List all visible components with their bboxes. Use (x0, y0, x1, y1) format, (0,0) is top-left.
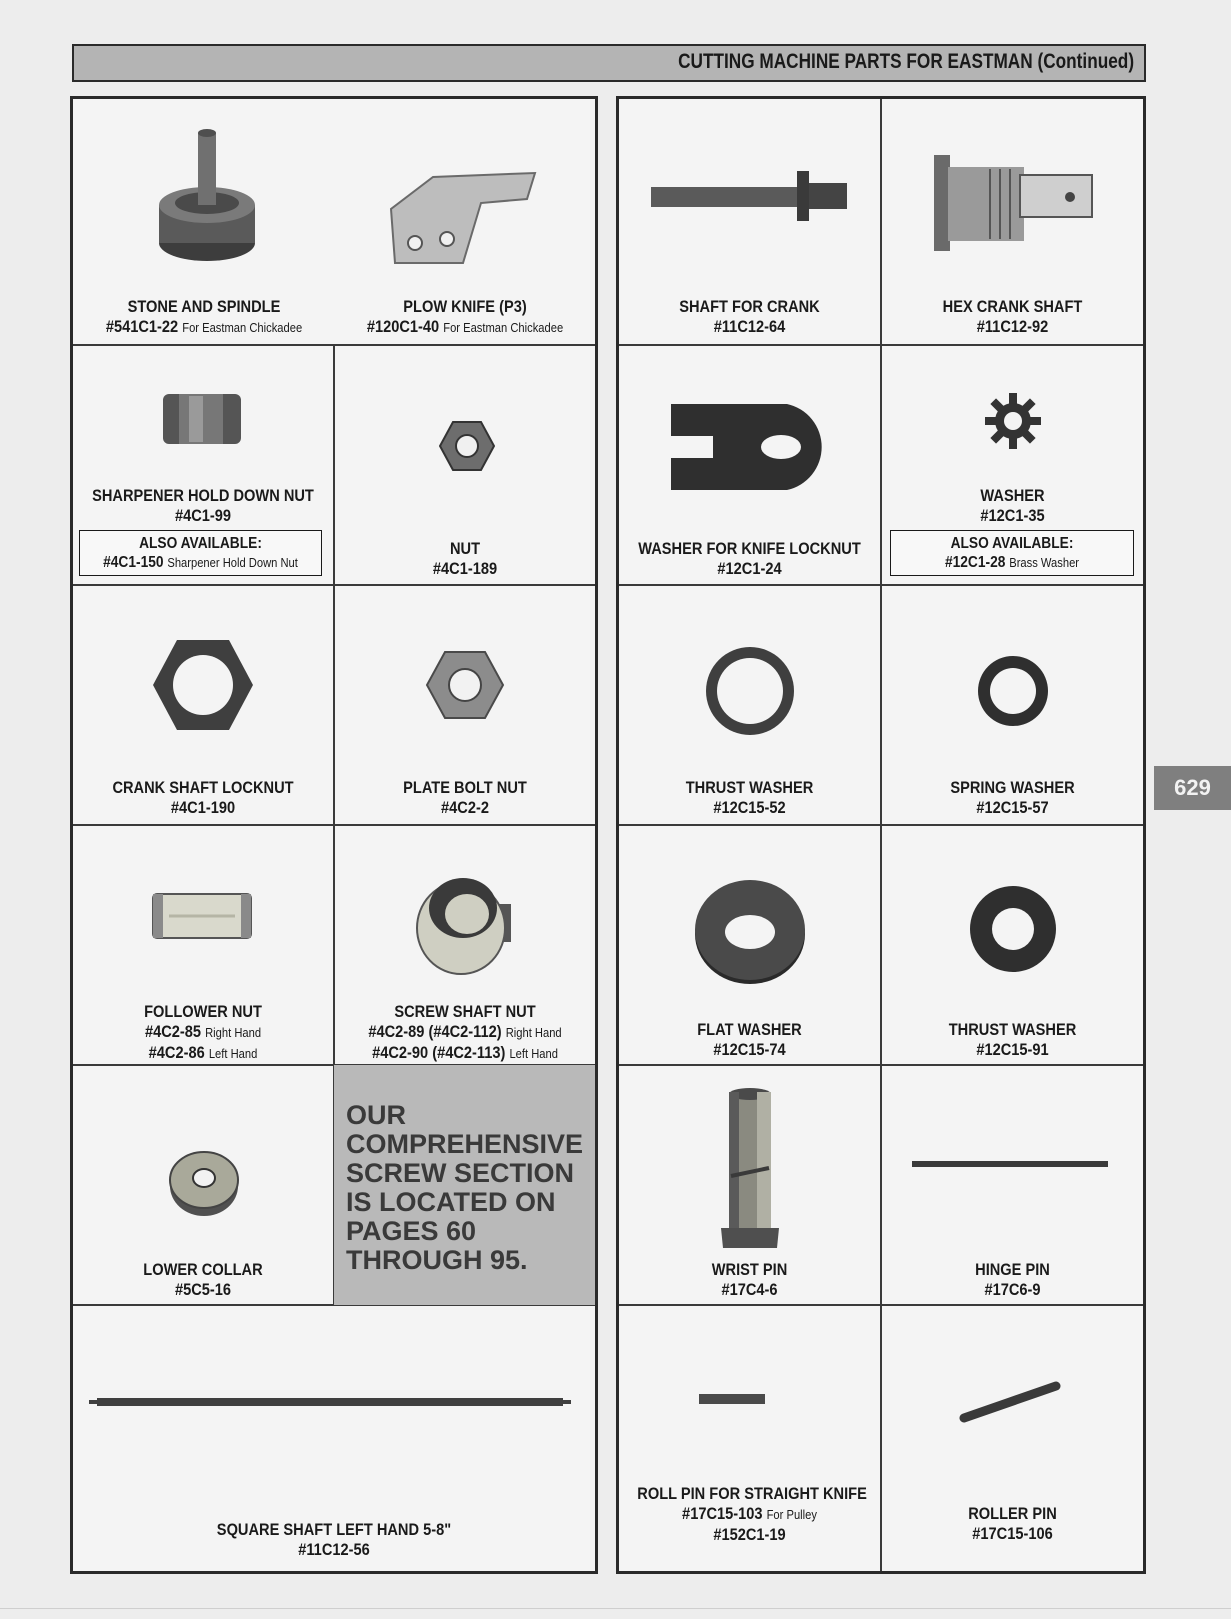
wrist-pin-caption (619, 1260, 880, 1300)
washer-knife-name: WASHER FOR KNIFE LOCKNUT (638, 539, 861, 558)
crank-locknut-caption (73, 778, 333, 818)
cell-roller-pin (881, 1305, 1143, 1571)
hex-crank-shaft-image (930, 153, 1100, 253)
thrust2-part: #12C15-91 (976, 1040, 1049, 1059)
follower-line1 (91, 1022, 315, 1043)
wrist-pin-part: #17C4-6 (721, 1280, 778, 1299)
thrust1-part: #12C15-52 (713, 798, 786, 817)
screw-shaft-nut-image (411, 864, 517, 976)
shaft-for-crank-image (649, 169, 851, 223)
screw-shaft-name: SCREW SHAFT NUT (394, 1002, 536, 1021)
flat-washer-caption (619, 1020, 880, 1060)
screw-shaft-line1 (353, 1022, 577, 1043)
cell-washer-for-knife-locknut (619, 345, 881, 585)
cell-hinge-pin (881, 1065, 1143, 1305)
flat-washer-image (693, 876, 807, 986)
hex-crank-part: #11C12-92 (976, 317, 1049, 336)
thrust-washer-52-image (703, 644, 797, 738)
sharpener-also-line (97, 553, 304, 572)
cell-sharpener-hold-down-nut (73, 345, 334, 585)
spring-washer-image (976, 654, 1050, 728)
hex-crank-name: HEX CRANK SHAFT (942, 297, 1083, 316)
cell-lower-collar (73, 1065, 334, 1305)
roller-pin-part: #17C15-106 (972, 1524, 1053, 1543)
stone-note: For Eastman Chickadee (182, 320, 303, 335)
nut-image (439, 420, 495, 472)
wrist-pin-name: WRIST PIN (711, 1260, 788, 1279)
roll-pin-name: ROLL PIN FOR STRAIGHT KNIFE (637, 1484, 867, 1503)
spring-name: SPRING WASHER (950, 778, 1075, 797)
cell-thrust-washer-91 (881, 825, 1143, 1065)
hinge-pin-caption (882, 1260, 1143, 1300)
crank-locknut-part: #4C1-190 (170, 798, 236, 817)
shaft-crank-caption (619, 297, 880, 337)
square-shaft-name: SQUARE SHAFT LEFT HAND 5-8" (216, 1520, 452, 1539)
flat-washer-name: FLAT WASHER (697, 1020, 802, 1039)
cell-screw-shaft-nut (334, 825, 595, 1065)
plow-knife-image (385, 169, 537, 267)
washer-name: WASHER (980, 486, 1045, 505)
hex-crank-caption (882, 297, 1143, 337)
roller-pin-image (958, 1380, 1062, 1424)
hinge-pin-name: HINGE PIN (975, 1260, 1050, 1279)
stone-part: #541C1-22 (105, 317, 179, 336)
roll-pin-caption (619, 1484, 880, 1545)
stone-caption (73, 297, 335, 338)
thrust2-name: THRUST WASHER (948, 1020, 1077, 1039)
screw-shaft-part1: #4C2-89 (#4C2-112) (368, 1022, 502, 1041)
thrust1-caption (619, 778, 880, 818)
nut-caption (335, 539, 595, 579)
plow-part: #120C1-40 (366, 317, 440, 336)
cell-plate-bolt-nut (334, 585, 595, 825)
washer-also-part: #12C1-28 (944, 554, 1006, 571)
stone-part-line (91, 317, 316, 338)
cell-thrust-washer-52 (619, 585, 881, 825)
square-shaft-part: #11C12-56 (298, 1540, 370, 1559)
section-header (72, 44, 1146, 82)
screw-shaft-part2: #4C2-90 (#4C2-113) (372, 1043, 506, 1062)
plate-bolt-name: PLATE BOLT NUT (403, 778, 527, 797)
stone-and-spindle-image (157, 127, 257, 265)
sharpener-also-available (79, 530, 322, 576)
sharpener-part: #4C1-99 (174, 506, 232, 525)
cell-square-shaft (73, 1305, 595, 1571)
cell-stone-and-spindle (73, 99, 595, 345)
roller-pin-caption (882, 1504, 1143, 1544)
left-panel (70, 96, 598, 1574)
roll-pin-line1 (637, 1504, 861, 1525)
lower-collar-caption (73, 1260, 333, 1300)
cell-shaft-for-crank (619, 99, 881, 345)
thrust2-caption (882, 1020, 1143, 1060)
square-shaft-caption (73, 1520, 595, 1560)
page-number-tab: 629 (1154, 766, 1231, 810)
promo-text: OUR COMPREHENSIVE SCREW SECTION IS LOCATED ON PAGES 60 THROUGH 95. (346, 1100, 584, 1275)
follower-name: FOLLOWER NUT (144, 1002, 262, 1021)
nut-part: #4C1-189 (432, 559, 498, 578)
thrust-washer-91-image (968, 884, 1058, 974)
cell-follower-nut (73, 825, 334, 1065)
bottom-divider (0, 1608, 1231, 1609)
hinge-pin-image (910, 1158, 1110, 1170)
spring-part: #12C15-57 (976, 798, 1049, 817)
follower-nut-image (149, 890, 255, 942)
nut-name: NUT (449, 539, 481, 558)
flat-washer-part: #12C15-74 (713, 1040, 786, 1059)
plate-bolt-nut-image (425, 650, 505, 720)
roll-pin-part1: #17C15-103 (682, 1504, 763, 1523)
washer-knife-caption (619, 539, 880, 579)
roller-pin-name: ROLLER PIN (968, 1504, 1057, 1523)
plate-bolt-caption (335, 778, 595, 818)
sharpener-also-note: Sharpener Hold Down Nut (167, 555, 298, 570)
sharpener-also-part: #4C1-150 (103, 554, 164, 571)
screw-section-promo (334, 1065, 595, 1305)
shaft-crank-name: SHAFT FOR CRANK (679, 297, 820, 316)
washer-image (984, 392, 1042, 450)
follower-note2: Left Hand (208, 1046, 258, 1061)
shaft-crank-part: #11C12-64 (713, 317, 786, 336)
crank-locknut-image (151, 638, 255, 732)
follower-caption (73, 1002, 333, 1064)
cell-roll-pin (619, 1305, 881, 1571)
follower-line2 (91, 1043, 315, 1064)
cell-wrist-pin (619, 1065, 881, 1305)
plow-note: For Eastman Chickadee (443, 320, 564, 335)
right-panel (616, 96, 1146, 1574)
cell-hex-crank-shaft (881, 99, 1143, 345)
washer-knife-image (669, 402, 831, 492)
lower-collar-part: #5C5-16 (174, 1280, 232, 1299)
washer-part: #12C1-35 (980, 506, 1045, 525)
roll-pin-note1: For Pulley (766, 1507, 817, 1522)
section-title: CUTTING MACHINE PARTS FOR EASTMAN (Continued) (678, 50, 1134, 73)
sharpener-name: SHARPENER HOLD DOWN NUT (92, 486, 314, 505)
plow-part-line (353, 317, 577, 338)
sharpener-also-label: ALSO AVAILABLE: (139, 535, 262, 552)
washer-also-available (890, 530, 1134, 576)
screw-shaft-line2 (353, 1043, 577, 1064)
screw-shaft-caption (335, 1002, 595, 1064)
screw-shaft-note1: Right Hand (505, 1025, 562, 1040)
cell-washer (881, 345, 1143, 585)
lower-collar-image (167, 1148, 241, 1218)
cell-spring-washer (881, 585, 1143, 825)
follower-note1: Right Hand (205, 1025, 262, 1040)
sharpener-nut-image (159, 390, 245, 448)
wrist-pin-image (717, 1088, 783, 1252)
washer-also-label: ALSO AVAILABLE: (950, 535, 1074, 552)
washer-knife-part: #12C1-24 (717, 559, 782, 578)
cell-flat-washer (619, 825, 881, 1065)
crank-locknut-name: CRANK SHAFT LOCKNUT (112, 778, 294, 797)
washer-caption (882, 486, 1143, 526)
follower-part2: #4C2-86 (148, 1043, 205, 1062)
thrust1-name: THRUST WASHER (685, 778, 814, 797)
spring-caption (882, 778, 1143, 818)
plate-bolt-part: #4C2-2 (441, 798, 489, 817)
washer-also-line (908, 553, 1116, 572)
cell-nut (334, 345, 595, 585)
square-shaft-image (87, 1394, 573, 1410)
washer-also-note: Brass Washer (1009, 555, 1080, 570)
stone-name: STONE AND SPINDLE (127, 297, 281, 316)
lower-collar-name: LOWER COLLAR (143, 1260, 263, 1279)
hinge-pin-part: #17C6-9 (984, 1280, 1041, 1299)
follower-part1: #4C2-85 (144, 1022, 202, 1041)
roll-pin-image (697, 1392, 767, 1406)
sharpener-caption (73, 486, 333, 526)
screw-shaft-note2: Left Hand (509, 1046, 558, 1061)
cell-crank-shaft-locknut (73, 585, 334, 825)
roll-pin-part2: #152C1-19 (713, 1525, 786, 1544)
plow-name: PLOW KNIFE (P3) (403, 297, 527, 316)
plow-caption (335, 297, 595, 338)
